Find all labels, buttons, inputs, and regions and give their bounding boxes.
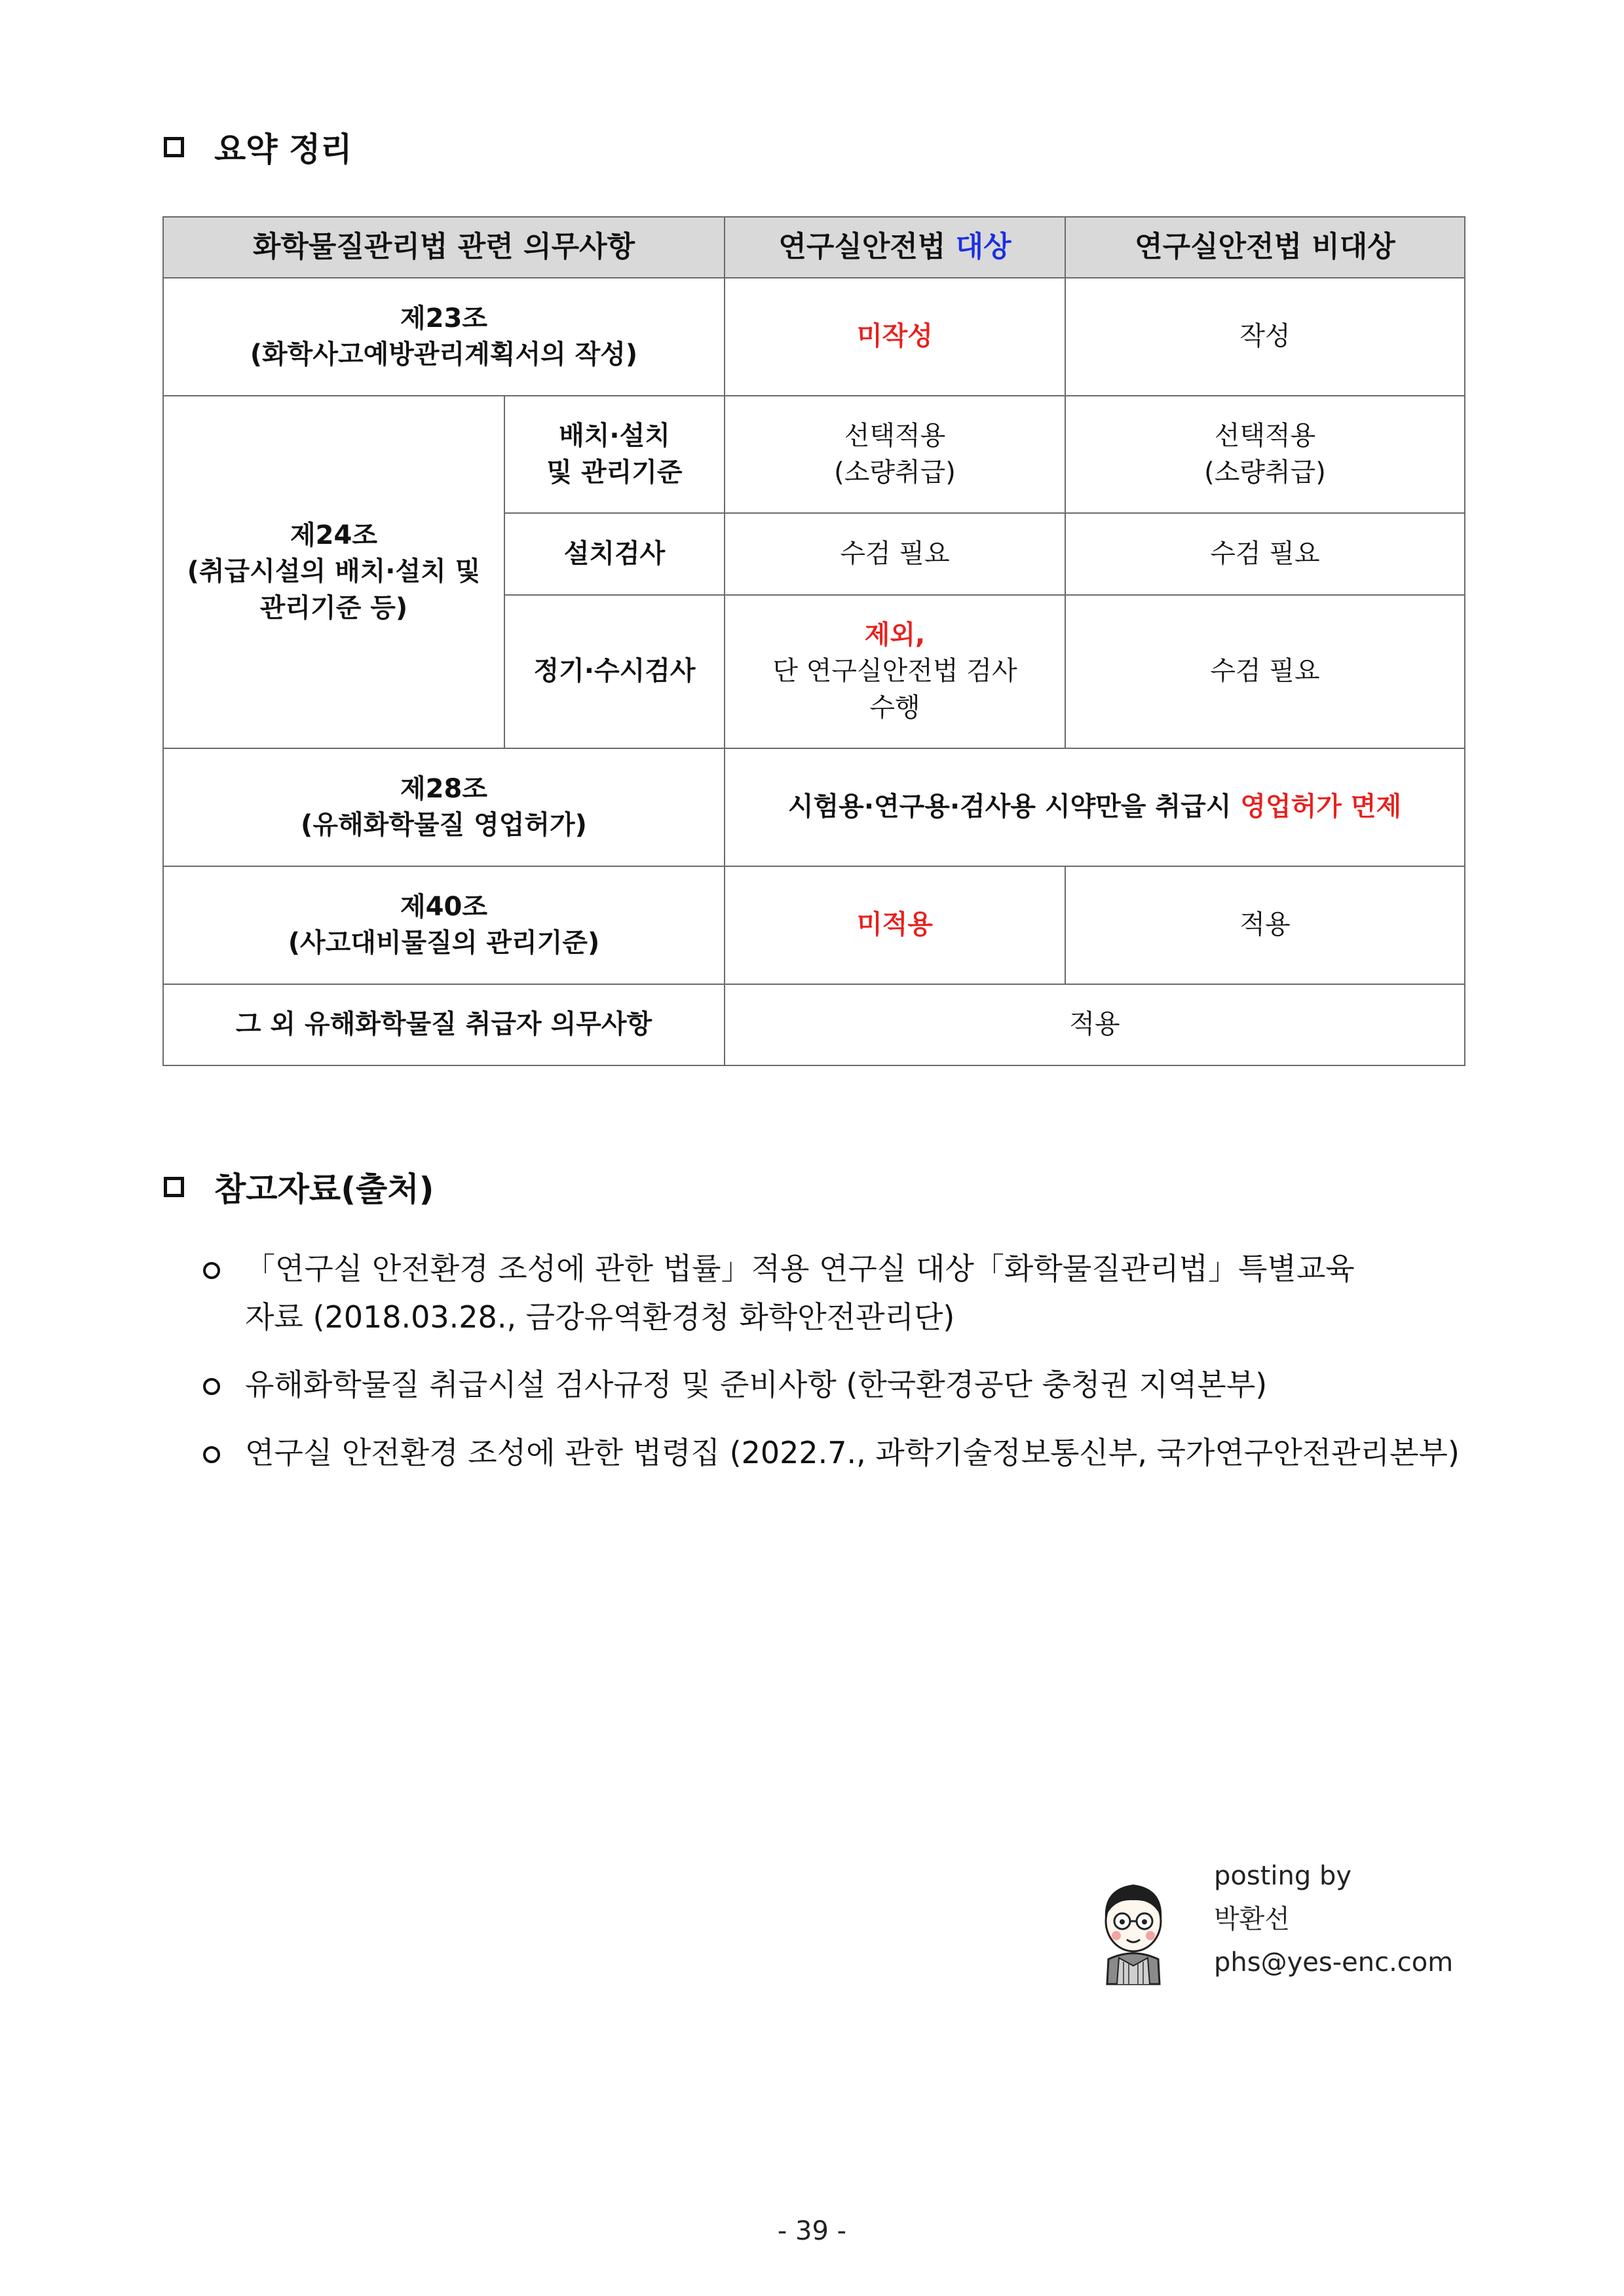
art23-non-target-value: 작성: [1065, 278, 1465, 396]
table-row: [163, 396, 1465, 513]
art40-title: (사고대비물질의 관리기준): [288, 928, 600, 958]
art23-title: (화학사고예방관리계획서의 작성): [250, 339, 638, 370]
reference-line: 연구실 안전환경 조성에 관한 법령집 (2022.7., 과학기술정보통신부, 국가연구안전관리본부): [245, 1434, 1460, 1470]
header-target-highlight: 대상: [955, 230, 1011, 264]
art28-value-highlight: 영업허가 면제: [1240, 792, 1402, 822]
circle-bullet-icon: [203, 1262, 220, 1279]
reference-text: [245, 1361, 1513, 1409]
art24-sub1-target-line2: (소량취급): [834, 457, 956, 488]
row-other-label: 그 외 유해화학물질 취급자 의무사항: [163, 984, 725, 1065]
art24-sub1-label: [504, 396, 725, 513]
square-bullet-icon: [164, 137, 184, 157]
author-email: phs@yes-enc.com: [1214, 1947, 1454, 1978]
references-title-text: 참고자료(출처): [214, 1170, 434, 1208]
header-target: [725, 217, 1065, 278]
list-item: [203, 1245, 1513, 1341]
art28-number: 제28조: [400, 773, 487, 804]
reference-line: 유해화학물질 취급시설 검사규정 및 준비사항 (한국환경공단 충청권 지역본부): [245, 1367, 1268, 1403]
art24-sub2-non-target: 수검 필요: [1065, 513, 1465, 595]
reference-text: [245, 1245, 1513, 1341]
row-art40-label: [163, 866, 725, 984]
art24-sub2-label: 설치검사: [504, 513, 725, 595]
art24-sub1-line1: 배치·설치: [559, 421, 670, 451]
author-block: [1214, 1854, 1453, 1984]
art24-sub1-non-line2: (소량취급): [1204, 457, 1326, 488]
header-obligations: 화학물질관리법 관련 의무사항: [163, 217, 725, 278]
reference-line: 자료 (2018.03.28., 금강유역환경청 화학안전관리단): [245, 1299, 955, 1335]
art24-sub3-target: [725, 595, 1065, 748]
art23-target-value: 미작성: [725, 278, 1065, 396]
row-art23-label: [163, 278, 725, 396]
art28-title: (유해화학물질 영업허가): [301, 810, 587, 840]
art24-title-line1: (취급시설의 배치·설치 및: [187, 556, 481, 587]
art24-sub1-non-line1: 선택적용: [1214, 421, 1316, 451]
art24-sub3-target-line3: 수행: [869, 692, 920, 723]
art23-number: 제23조: [400, 303, 487, 334]
art24-title-line2: 관리기준 등): [259, 592, 408, 623]
row-art24-label: [163, 396, 504, 748]
art40-target-value: 미적용: [725, 866, 1065, 984]
author-name: 박환선: [1214, 1904, 1290, 1934]
summary-table: [162, 216, 1465, 1066]
page-number: - 39 -: [777, 2216, 847, 2246]
reference-text: [245, 1429, 1513, 1478]
square-bullet-icon: [164, 1177, 184, 1197]
art24-sub3-target-line1: 제외,: [864, 620, 926, 651]
art40-number: 제40조: [400, 891, 487, 922]
posting-by-label: posting by: [1214, 1861, 1352, 1891]
reference-list: [203, 1245, 1513, 1497]
table-header-row: [163, 217, 1465, 278]
art24-sub3-label: 정기·수시검사: [504, 595, 725, 748]
art24-sub1-target: [725, 396, 1065, 513]
art24-sub3-target-line2: 단 연구실안전법 검사: [772, 656, 1017, 687]
art40-non-target-value: 적용: [1065, 866, 1465, 984]
circle-bullet-icon: [203, 1378, 220, 1395]
table-row: [163, 278, 1465, 396]
header-target-prefix: 연구실안전법: [778, 230, 946, 264]
art24-sub1-target-line1: 선택적용: [844, 421, 946, 451]
art24-number: 제24조: [290, 520, 377, 551]
list-item: [203, 1361, 1513, 1409]
references-section-title: [164, 1163, 434, 1210]
list-item: [203, 1429, 1513, 1478]
art24-sub1-line2: 및 관리기준: [546, 457, 683, 488]
row-art28-label: [163, 748, 725, 866]
other-value: 적용: [725, 984, 1465, 1065]
header-non-target: 연구실안전법 비대상: [1065, 217, 1465, 278]
summary-title-text: 요약 정리: [214, 130, 352, 168]
art24-sub2-target: 수검 필요: [725, 513, 1065, 595]
table-row: [163, 748, 1465, 866]
art28-value-prefix: 시험용·연구용·검사용 시약만을 취급시: [787, 792, 1232, 822]
reference-line: 「연구실 안전환경 조성에 관한 법률」적용 연구실 대상「화학물질관리법」특별교육: [245, 1251, 1355, 1286]
summary-section-title: [164, 123, 352, 170]
art28-value: [725, 748, 1465, 866]
art24-sub3-non-target: 수검 필요: [1065, 595, 1465, 748]
art24-sub1-non-target: [1065, 396, 1465, 513]
circle-bullet-icon: [203, 1446, 220, 1463]
table-row: [163, 866, 1465, 984]
table-row: [163, 984, 1465, 1065]
cartoon-avatar-icon: [1094, 1874, 1173, 1985]
